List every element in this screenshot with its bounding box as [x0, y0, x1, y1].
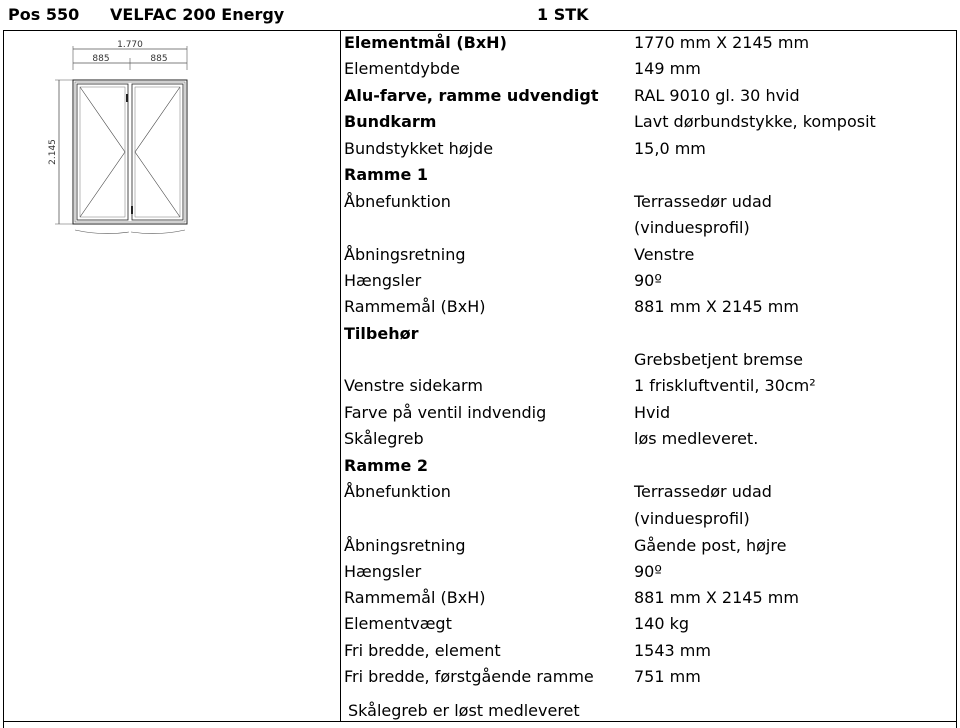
spec-label: Åbningsretning	[344, 536, 466, 555]
spec-label: Alu-farve, ramme udvendigt	[344, 86, 599, 105]
spec-label: Elementdybde	[344, 59, 461, 78]
spec-row	[344, 58, 944, 84]
spec-value: 881 mm X 2145 mm	[634, 297, 799, 316]
handle-left	[126, 94, 128, 102]
spec-label: Fri bredde, førstgående ramme	[344, 667, 594, 686]
spec-label: Åbnefunktion	[344, 482, 451, 501]
spec-value: Terrassedør udad	[634, 192, 772, 211]
spec-label: Rammemål (BxH)	[344, 297, 486, 316]
position-number: Pos 550	[8, 5, 80, 24]
spec-label: Ramme 1	[344, 165, 429, 184]
height-label: 2.145	[48, 139, 58, 165]
position-header	[0, 0, 960, 30]
spec-row	[344, 270, 944, 296]
spec-row	[344, 613, 944, 639]
spec-label: Skålegreb	[344, 429, 424, 448]
spec-row	[344, 349, 944, 375]
left-width-label: 885	[92, 54, 110, 64]
spec-label: Tilbehør	[344, 324, 419, 343]
left-sash-opening-lines	[80, 87, 125, 217]
spec-row	[344, 508, 944, 534]
spec-value: 1 friskluftventil, 30cm²	[634, 376, 816, 395]
footer-note: Skålegreb er løst medleveret	[348, 701, 580, 720]
spec-row	[344, 535, 944, 561]
spec-label: Åbnefunktion	[344, 192, 451, 211]
spec-value: 140 kg	[634, 614, 690, 633]
product-name: VELFAC 200 Energy	[110, 5, 285, 24]
spec-label: Åbningsretning	[344, 245, 466, 264]
right-sash	[132, 84, 183, 220]
spec-row	[344, 402, 944, 428]
swing-arc-left	[75, 230, 129, 234]
total-width-label: 1.770	[117, 40, 143, 50]
spec-label: Elementvægt	[344, 614, 452, 633]
spec-label: Bundstykket højde	[344, 139, 494, 158]
spec-row	[344, 640, 944, 666]
spec-value: RAL 9010 gl. 30 hvid	[634, 86, 800, 105]
spec-value: 881 mm X 2145 mm	[634, 588, 799, 607]
spec-row	[344, 428, 944, 454]
spec-value: Venstre	[634, 245, 695, 264]
spec-value: 90º	[634, 562, 662, 581]
spec-value: 751 mm	[634, 667, 701, 686]
spec-label: Hængsler	[344, 562, 422, 581]
spec-value: (vinduesprofil)	[634, 218, 750, 237]
spec-row	[344, 375, 944, 401]
spec-row	[344, 164, 944, 190]
spec-value: (vinduesprofil)	[634, 509, 750, 528]
spec-row	[344, 561, 944, 587]
spec-row	[344, 217, 944, 243]
spec-label: Rammemål (BxH)	[344, 588, 486, 607]
spec-row	[344, 323, 944, 349]
table-right-border	[956, 30, 957, 728]
right-width-label: 885	[150, 54, 168, 64]
spec-value: 1770 mm X 2145 mm	[634, 33, 810, 52]
spec-label: Ramme 2	[344, 456, 429, 475]
spec-value: Hvid	[634, 403, 671, 422]
spec-row	[344, 296, 944, 322]
spec-value: 149 mm	[634, 59, 701, 78]
spec-label: Venstre sidekarm	[344, 376, 483, 395]
spec-row	[344, 32, 944, 58]
spec-value: Terrassedør udad	[634, 482, 772, 501]
spec-label: Elementmål (BxH)	[344, 33, 507, 52]
spec-row	[344, 191, 944, 217]
spec-value: Grebsbetjent bremse	[634, 350, 804, 369]
spec-row	[344, 85, 944, 111]
handle-right	[131, 206, 133, 214]
spec-row	[344, 111, 944, 137]
spec-value: 15,0 mm	[634, 139, 706, 158]
spec-value: Lavt dørbundstykke, komposit	[634, 112, 876, 131]
spec-row	[344, 481, 944, 507]
swing-arc-right	[131, 230, 185, 234]
door-elevation-drawing	[45, 36, 205, 242]
spec-value: løs medleveret.	[634, 429, 759, 448]
column-divider	[340, 30, 341, 721]
spec-value: 90º	[634, 271, 662, 290]
quantity: 1 STK	[537, 5, 589, 24]
table-left-border	[3, 30, 4, 728]
spec-label: Farve på ventil indvendig	[344, 403, 547, 422]
right-sash-opening-lines	[135, 87, 180, 217]
spec-row	[344, 587, 944, 613]
spec-row	[344, 666, 944, 692]
table-top-border	[3, 30, 957, 31]
spec-value: Gående post, højre	[634, 536, 787, 555]
spec-row	[344, 244, 944, 270]
spec-row	[344, 138, 944, 164]
spec-row	[344, 455, 944, 481]
left-sash	[77, 84, 128, 220]
spec-label: Bundkarm	[344, 112, 437, 131]
spec-label: Fri bredde, element	[344, 641, 501, 660]
spec-value: 1543 mm	[634, 641, 711, 660]
spec-label: Hængsler	[344, 271, 422, 290]
